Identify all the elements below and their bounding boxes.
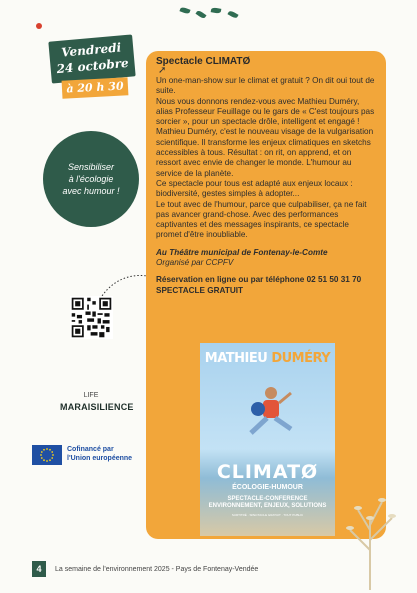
jumping-man-icon: [245, 383, 295, 453]
card-title: Spectacle CLIMATØ: [156, 56, 251, 67]
leaf-decoration: [211, 7, 222, 14]
life-mark: LIFE: [83, 392, 99, 399]
arrow-icon: ➚: [158, 65, 167, 76]
card-paragraph: Ce spectacle pour tous est adapté aux enjeux locaux : biodiversité, gestes simples à adopter...: [156, 178, 353, 199]
leaf-decoration: [227, 10, 238, 19]
maraisilience-logo: [60, 392, 134, 422]
card-paragraph: Mathieu Duméry, c'est le nouveau visage de la vulgarisation scientifique. Il transforme les enjeux climatiques en sketchs accessibles à tous. Résultat : on rit, on apprend, et on ressort avec envie de changer le monde. L'humour au service de la planète.: [156, 127, 374, 178]
page-number: 4: [32, 561, 46, 577]
poster-last-name: DUMÉRY: [271, 351, 331, 366]
poster-line1: SPECTACLE-CONFERENCE: [227, 496, 308, 502]
poster-lines: [200, 496, 335, 510]
poster-title: CLIMATØ: [216, 461, 319, 483]
venue-block: [156, 248, 376, 269]
card-paragraph: Le tout avec de l'humour, parce que culpabiliser, ça ne fait pas avancer grand-chose. Avec des performances captivantes et des messages inspirants, ce spectacle promet d'être inoubliable.: [156, 199, 367, 240]
qr-code[interactable]: [70, 296, 113, 339]
ladybug-icon: [36, 23, 42, 29]
poster-first-name: MATHIEU: [204, 351, 268, 366]
event-time: à 20 h 30: [62, 77, 129, 98]
tree-decoration-icon: [330, 480, 410, 590]
card-paragraph: Nous vous donnons rendez-vous avec Mathieu Duméry, alias Professeur Feuillage ou le gars de « C'est toujours pas sorcier », pour un spectacle drôle, intelligent et engagé !: [156, 96, 375, 127]
poster-fineprint: SURTITRÉ · SPECTACLE GRATUIT · TOUT PUBLIC: [231, 513, 304, 517]
event-date: [48, 34, 135, 83]
show-poster: [200, 343, 335, 536]
eu-line2: l'Union européenne: [67, 455, 133, 462]
eu-funding-text: [67, 445, 157, 463]
date-month: 24 octobre: [56, 55, 130, 77]
leaf-decoration: [179, 6, 190, 14]
tagline-circle: Sensibiliser à l'écologie avec humour !: [43, 131, 139, 227]
footer-text: La semaine de l'environnement 2025 - Pays de Fontenay-Vendée: [55, 566, 259, 573]
date-day: Vendredi: [60, 40, 122, 60]
free-label: SPECTACLE GRATUIT: [156, 285, 244, 295]
booking-info: Réservation en ligne ou par téléphone 02 51 50 31 70: [156, 275, 362, 285]
eu-flag-icon: [32, 445, 62, 465]
poster-subtitle: ÉCOLOGIE-HUMOUR: [232, 484, 303, 491]
card-paragraph: Un one-man-show sur le climat et gratuit ? On dit oui tout de suite.: [156, 76, 375, 96]
booking-block: [156, 275, 376, 296]
venue-name: Au Théâtre municipal de Fontenay-le-Comte: [156, 247, 328, 257]
organizer: Organisé par CCPFV: [156, 258, 234, 268]
poster-line2: ENVIRONNEMENT, ENJEUX, SOLUTIONS: [208, 503, 327, 509]
leaf-decoration: [195, 10, 206, 20]
maraisilience-word: MARAISILIENCE: [60, 402, 134, 412]
poster-artist: [200, 351, 335, 366]
eu-line1: Cofinancé par: [67, 446, 114, 453]
card-body: [156, 76, 376, 241]
